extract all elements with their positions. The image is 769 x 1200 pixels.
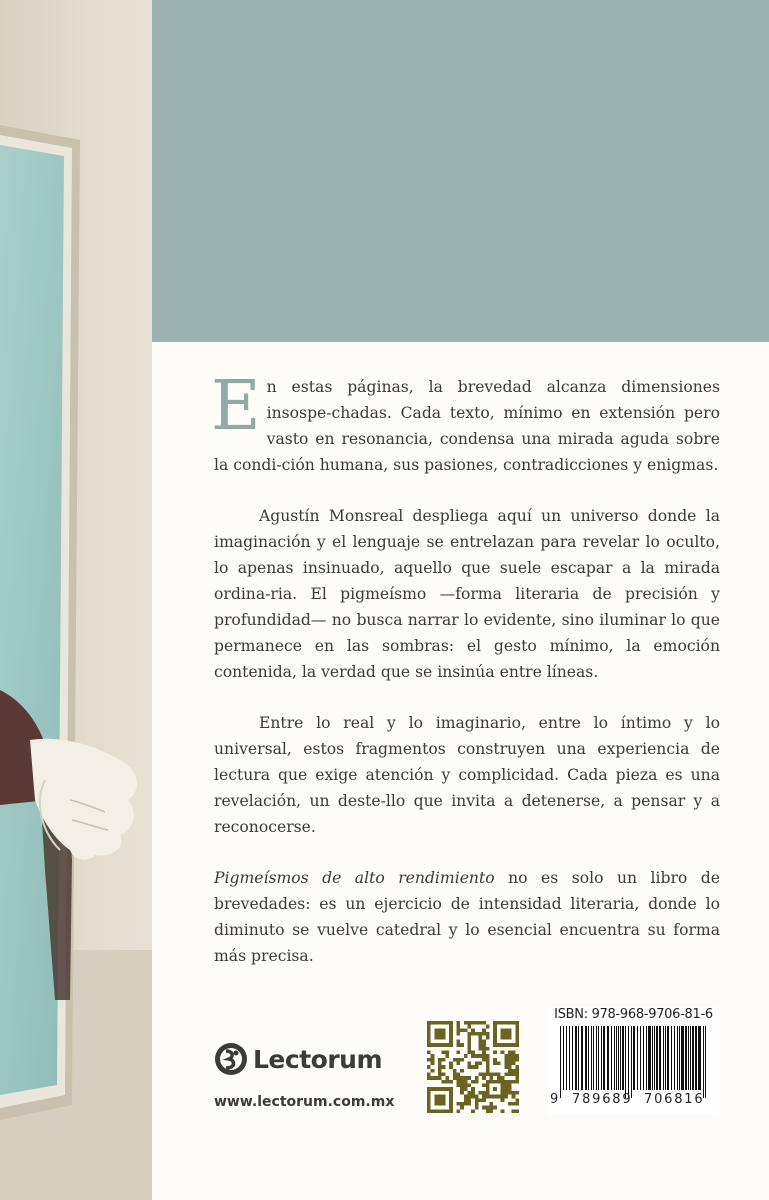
closing-text: no es solo un libro de brevedades: es un ejercicio de intensidad literaria, donde lo diminuto se vuelve catedral y lo esencial encuentra su forma más precisa. — [214, 869, 721, 965]
fragments-paragraph: Entre lo real y lo imaginario, entre lo íntimo y lo universal, estos fragmentos construyen una experiencia de lectura que exige atención y complicidad. Cada pieza es una revelación, un deste-llo que invita a detenerse, a pensar y a reconocerse. — [214, 714, 720, 836]
barcode-first-digit: 9 — [550, 1092, 559, 1107]
top-color-band — [152, 0, 769, 342]
author-paragraph: Agustín Monsreal despliega aquí un universo donde la imaginación y el lenguaje se entrelazan para revelar lo oculto, lo apenas insinuado, aquello que suele escapar a la mirada ordina-ria. El pigmeísmo —forma literaria de precisión y profundidad— no busca narrar lo evidente, sino iluminar lo que permanece en las sombras: el gesto mínimo, la emoción contenida, la verdad que se insinúa entre líneas. — [214, 507, 720, 681]
barcode-left-digits: 789689 — [572, 1092, 633, 1107]
qr-code — [427, 1021, 519, 1113]
intro-paragraph — [211, 367, 720, 478]
barcode — [558, 1026, 710, 1098]
publisher-name: Lectorum — [253, 1044, 383, 1074]
isbn-barcode-block — [548, 1007, 719, 1115]
barcode-right-digits: 706816 — [644, 1092, 705, 1107]
book-title: Pigmeísmos de alto rendimiento — [214, 869, 495, 887]
drop-cap: E — [211, 367, 261, 446]
publisher-logo — [214, 1042, 382, 1076]
intro-text: n estas páginas, la brevedad alcanza dimensiones insospe-chadas. Cada texto, mínimo en extensión pero vasto en resonancia, condensa una mirada aguda sobre la condi-ción humana, sus pasiones, contradicciones y enigmas. — [214, 378, 720, 474]
closing-paragraph — [214, 865, 720, 969]
lectorum-logo-icon — [214, 1042, 248, 1076]
cover-painting — [0, 0, 152, 1200]
publisher-website: www.lectorum.com.mx — [214, 1094, 395, 1110]
isbn-label: ISBN: 978-968-9706-81-6 — [554, 1007, 713, 1022]
back-cover-synopsis — [211, 367, 721, 994]
